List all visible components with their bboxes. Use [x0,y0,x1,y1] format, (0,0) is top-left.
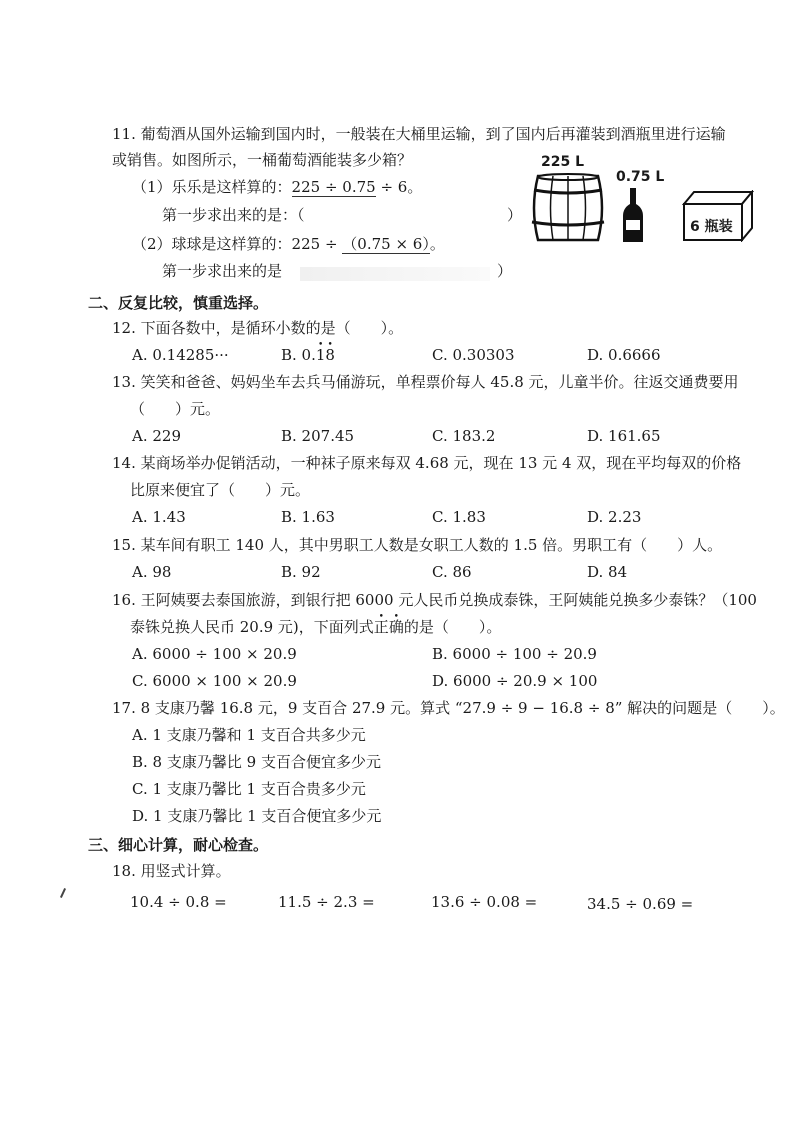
q17-option-b[interactable]: B. 8 支康乃馨比 9 支百合便宜多少元 [132,753,381,771]
q11-part2-step: 第一步求出来的是 [162,262,283,280]
barrel-icon [528,172,608,244]
q11-part2-close: ） [497,262,513,280]
q13-option-a[interactable]: A. 229 [132,427,181,445]
q11-part1-step: 第一步求出来的是：（ [162,206,305,224]
q17-option-c[interactable]: C. 1 支康乃馨比 1 支百合贵多少元 [132,780,366,798]
q18-stem: 18. 用竖式计算。 [112,862,231,880]
q17-stem: 17. 8 支康乃馨 16.8 元，9 支百合 27.9 元。算式 “27.9 ÷ 9 − 16.8 ÷ 8” 解决的问题是（ ）。 [112,699,785,717]
q11-line1: 11. 葡萄酒从国外运输到国内时，一般装在大桶里运输，到了国内后再灌装到酒瓶里进行运输 [112,125,726,143]
q16-line2: 泰铢兑换人民币 20.9 元)，下面列式正确的是（ ）。 [130,618,502,636]
q14-option-a[interactable]: A. 1.43 [132,508,186,526]
q18-expr-3: 13.6 ÷ 0.08 = [431,893,538,911]
q17-option-d[interactable]: D. 1 支康乃馨比 1 支百合便宜多少元 [132,807,382,825]
section-3-title: 三、细心计算，耐心检查。 [88,836,269,854]
q11-line2: 或销售。如图所示，一桶葡萄酒能装多少箱？ [112,151,413,169]
q13-option-d[interactable]: D. 161.65 [587,427,661,445]
q17-option-a[interactable]: A. 1 支康乃馨和 1 支百合共多少元 [132,726,366,744]
q15-stem: 15. 某车间有职工 140 人，其中男职工人数是女职工人数的 1.5 倍。男职工有（ ）人。 [112,536,723,554]
q12-option-b[interactable]: B. 0.• 1• 8 [281,345,335,365]
q14-line1: 14. 某商场举办促销活动，一种袜子原来每双 4.68 元，现在 13 元 4 双，现在平均每双的价格 [112,454,742,472]
q14-option-d[interactable]: D. 2.23 [587,508,642,526]
q11-part1: （1）乐乐是这样算的：225 ÷ 0.75 ÷ 6。 [132,178,423,196]
q13-line2: （ ）元。 [130,400,221,418]
q12-option-a[interactable]: A. 0.14285··· [132,346,229,364]
q13-option-c[interactable]: C. 183.2 [432,427,496,445]
q13-line1: 13. 笑笑和爸爸、妈妈坐车去兵马俑游玩，单程票价每人 45.8 元，儿童半价。往返交通费要用 [112,373,739,391]
q16-option-c[interactable]: C. 6000 × 100 × 20.9 [132,672,297,690]
q12-option-c[interactable]: C. 0.30303 [432,346,515,364]
q13-option-b[interactable]: B. 207.45 [281,427,355,445]
bottle-label: 0.75 L [616,169,665,185]
q15-option-c[interactable]: C. 86 [432,563,472,581]
q15-option-b[interactable]: B. 92 [281,563,321,581]
q18-expr-2: 11.5 ÷ 2.3 = [278,893,375,911]
q16-line1: 16. 王阿姨要去泰国旅游，到银行把 6000 元人民币兑换成泰铢，王阿姨能兑换多少泰铢？（100 [112,591,757,609]
q11-part1-close: ） [507,206,523,224]
wine-bottle-icon [622,188,644,243]
q18-expr-4: 34.5 ÷ 0.69 = [587,895,694,913]
q18-expr-1: 10.4 ÷ 0.8 = [130,893,227,911]
q15-option-a[interactable]: A. 98 [132,563,172,581]
q12-option-d[interactable]: D. 0.6666 [587,346,661,364]
answer-blank-shade[interactable] [300,263,490,283]
q16-option-a[interactable]: A. 6000 ÷ 100 × 20.9 [132,645,297,663]
q15-option-d[interactable]: D. 84 [587,563,628,581]
q11-part2: （2）球球是这样算的：225 ÷ （0.75 × 6）。 [132,235,445,253]
barrel-label: 225 L [541,154,585,170]
q16-option-b[interactable]: B. 6000 ÷ 100 ÷ 20.9 [432,645,597,663]
q14-option-b[interactable]: B. 1.63 [281,508,335,526]
section-2-title: 二、反复比较，慎重选择。 [88,294,269,312]
q16-option-d[interactable]: D. 6000 ÷ 20.9 × 100 [432,672,598,690]
pen-mark [60,888,66,898]
q14-line2: 比原来便宜了（ ）元。 [130,481,311,499]
q12-stem: 12. 下面各数中，是循环小数的是（ ）。 [112,319,404,337]
q14-option-c[interactable]: C. 1.83 [432,508,486,526]
box-label: 6 瓶装 [690,219,733,235]
